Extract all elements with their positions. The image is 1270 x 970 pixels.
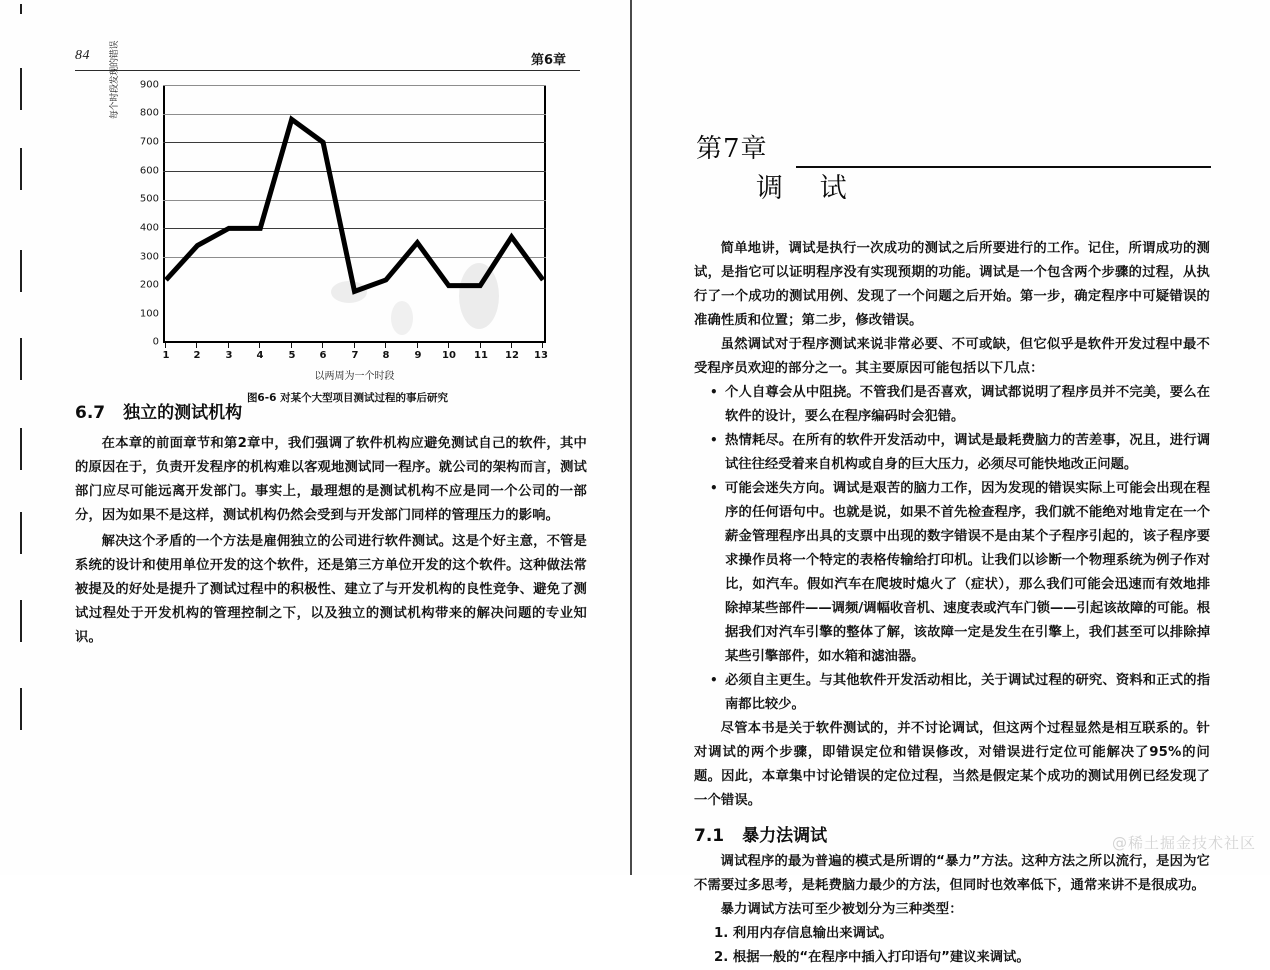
paragraph: 尽管本书是关于软件测试的，并不讨论调试，但这两个过程显然是相互联系的。针对调试的两个步骤，即错误定位和错误修改，对错误进行定位可能解决了95%的问题。因此，本章集中讨论错误的定位过程，当然是假定某个成功的测试用例已经发现了一个错误。 bbox=[694, 721, 1210, 808]
chart-y-axis-ticks bbox=[123, 79, 159, 348]
y-tick-0: 0 bbox=[152, 336, 159, 348]
chapter-heading bbox=[696, 128, 1211, 208]
section-title: 暴力法调试 bbox=[742, 826, 828, 846]
y-tick-800: 800 bbox=[139, 107, 159, 119]
figure-caption: 图6-6 对某个大型项目测试过程的事后研究 bbox=[246, 392, 449, 404]
x-tick-8: 8 bbox=[382, 350, 390, 361]
section-number: 6.7 bbox=[75, 403, 106, 423]
x-tick-6: 6 bbox=[319, 350, 327, 361]
y-tick-700: 700 bbox=[139, 136, 159, 148]
x-tick-11: 11 bbox=[474, 350, 488, 361]
list-item: 1. 利用内存信息输出来调试。 bbox=[714, 926, 893, 941]
paragraph: 简单地讲，调试是执行一次成功的测试之后所要进行的工作。记住，所谓成功的测试，是指它可以证明程序没有实现预期的功能。调试是一个包含两个步骤的过程，从执行了一个成功的测试用例、发现了一个问题之后开始。第一步，确定程序中可疑错误的准确性质和位置；第二步，修改错误。 bbox=[694, 241, 1210, 328]
paragraph: 调试程序的最为普遍的模式是所谓的“暴力”方法。这种方法之所以流行，是因为它不需要过多思考，是耗费脑力最少的方法，但同时也效率低下，通常来讲不是很成功。 bbox=[694, 854, 1210, 893]
paragraph: 解决这个矛盾的一个方法是雇佣独立的公司进行软件测试。这是个好主意，不管是系统的设计和使用单位开发的这个软件，还是第三方单位开发的这个软件。这种做法常被提及的好处是提升了测试过程中的积极性、建立了与开发机构的良性竞争、避免了测试过程处于开发机构的管理控制之下，以及独立的测试机构带来的解决问题的专业知识。 bbox=[75, 534, 587, 645]
chart-y-axis-label: 每个时段发现的错误 bbox=[110, 40, 120, 120]
paragraph: 虽然调试对于程序测试来说非常必要、不可或缺，但它似乎是软件开发过程中最不受程序员欢迎的部分之一。其主要原因可能包括以下几点： bbox=[694, 337, 1210, 376]
paragraph: 在本章的前面章节和第2章中，我们强调了软件机构应避免测试自己的软件，其中的原因在于，负责开发程序的机构难以客观地测试同一程序。就公司的架构而言，测试部门应尽可能远离开发部门。事实上，最理想的是测试机构不应是同一个公司的一部分，因为如果不是这样，测试机构仍然会受到与开发部门同样的管理压力的影响。 bbox=[75, 436, 587, 523]
right-page bbox=[672, 0, 1228, 965]
x-tick-9: 9 bbox=[414, 350, 422, 361]
x-tick-2: 2 bbox=[193, 350, 201, 361]
section-heading-6-7 bbox=[75, 398, 585, 423]
y-tick-300: 300 bbox=[139, 251, 159, 263]
left-page bbox=[55, 0, 600, 875]
chapter-number: 第7章 bbox=[696, 134, 768, 164]
x-tick-5: 5 bbox=[288, 350, 296, 361]
section-number: 7.1 bbox=[694, 826, 725, 846]
x-tick-7: 7 bbox=[351, 350, 359, 361]
x-tick-13: 13 bbox=[534, 350, 548, 361]
binding-margin-marks bbox=[19, 0, 25, 875]
running-head bbox=[75, 48, 580, 74]
y-tick-600: 600 bbox=[139, 165, 159, 177]
y-tick-900: 900 bbox=[139, 79, 159, 91]
page-gutter-divider bbox=[630, 0, 632, 875]
chart-data-line bbox=[163, 85, 546, 343]
running-head-chapter: 第6章 bbox=[530, 53, 566, 68]
page-number: 84 bbox=[75, 48, 90, 63]
chart-x-axis-ticks bbox=[163, 343, 546, 365]
x-tick-10: 10 bbox=[442, 350, 456, 361]
left-page-body bbox=[75, 432, 587, 652]
right-page-body bbox=[694, 237, 1210, 970]
running-head-rule bbox=[75, 70, 580, 71]
x-tick-4: 4 bbox=[256, 350, 264, 361]
reasons-bullet-list bbox=[694, 381, 1210, 717]
list-item: • 可能会迷失方向。调试是艰苦的脑力工作，因为发现的错误实际上可能会出现在程序的任何语句中。也就是说，如果不首先检查程序，我们就不能绝对地肯定在一个薪金管理程序出具的支票中出现的数字错误不是由某个子程序引起的，该子程序要求操作员将一个特定的表格传输给打印机。让我们以诊断一个物理系统为例子作对比，如汽车。假如汽车在爬坡时熄火了（症状），那么我们可能会迅速而有效地排除掉某些部件——调频/调幅收音机、速度表或汽车门锁——引起该故障的可能。根据我们对汽车引擎的整体了解，该故障一定是发生在引擎上，我们甚至可以排除掉某些引擎部件，如水箱和滤油器。 bbox=[708, 477, 1210, 669]
section-title: 独立的测试机构 bbox=[123, 403, 243, 423]
x-tick-12: 12 bbox=[505, 350, 519, 361]
y-tick-100: 100 bbox=[139, 308, 159, 320]
chart-plot-area bbox=[163, 85, 546, 343]
y-tick-200: 200 bbox=[139, 279, 159, 291]
chart-x-axis-label: 以两周为一个时段 bbox=[314, 371, 395, 382]
list-item: • 个人自尊会从中阻挠。不管我们是否喜欢，调试都说明了程序员并不完美，要么在软件的设计，要么在程序编码时会犯错。 bbox=[708, 381, 1210, 429]
chapter-title: 调 试 bbox=[756, 173, 861, 204]
y-tick-500: 500 bbox=[139, 193, 159, 205]
paragraph: 暴力调试方法可至少被划分为三种类型： bbox=[720, 902, 963, 917]
x-tick-3: 3 bbox=[225, 350, 233, 361]
y-tick-400: 400 bbox=[139, 222, 159, 234]
brute-force-types-list bbox=[694, 922, 1210, 970]
list-item: • 必须自主更生。与其他软件开发活动相比，关于调试过程的研究、资料和正式的指南都比较少。 bbox=[708, 669, 1210, 717]
x-tick-1: 1 bbox=[162, 350, 170, 361]
watermark: @稀土掘金技术社区 bbox=[1111, 834, 1256, 852]
list-item: 2. 根据一般的“在程序中插入打印语句”建议来调试。 bbox=[714, 950, 1030, 965]
list-item: • 热情耗尽。在所有的软件开发活动中，调试是最耗费脑力的苦差事，况且，进行调试往往经受着来自机构或自身的巨大压力，必须尽可能快地改正问题。 bbox=[708, 429, 1210, 477]
